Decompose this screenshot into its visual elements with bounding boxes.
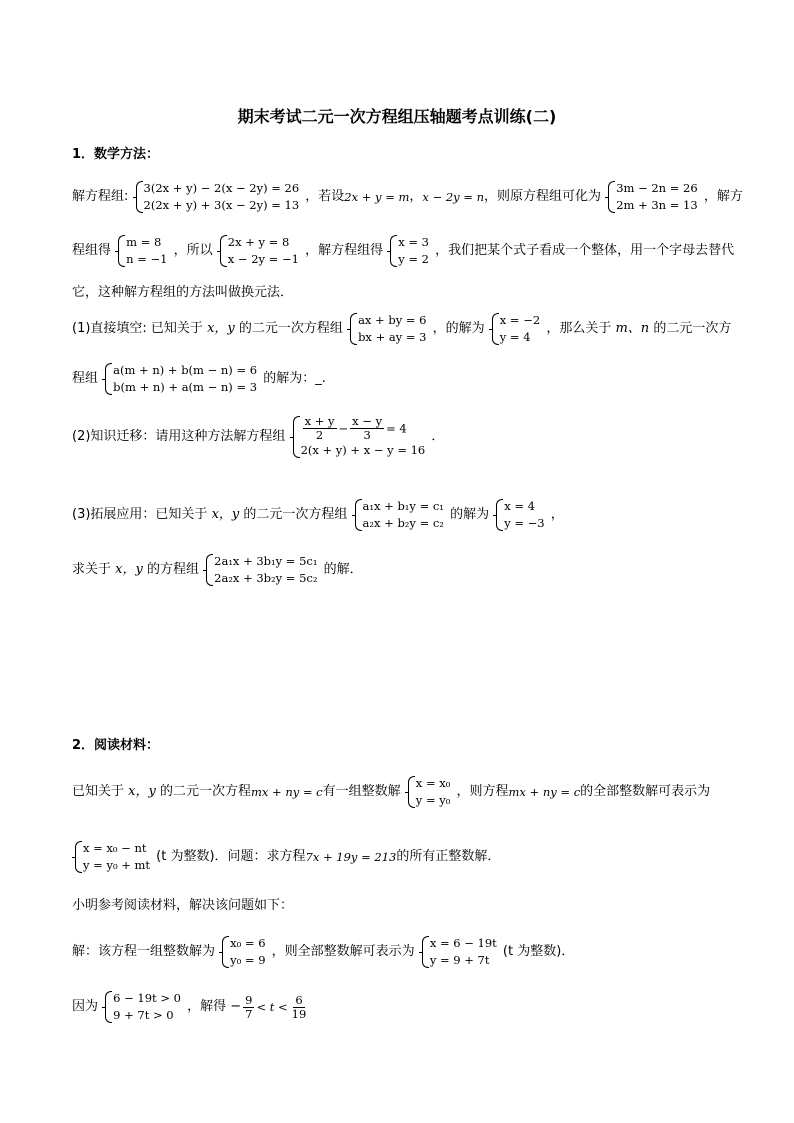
system-back-substitution: 2x + y = 8 x − 2y = −1 bbox=[219, 234, 299, 268]
fraction-2: $\frac{x - y}{3}$ bbox=[352, 414, 383, 442]
system-substituted: 3m − 2n = 26 2m + 3n = 13 bbox=[607, 180, 697, 214]
system-original: 3(2x + y) − 2(x − 2y) = 26 2(2x + y) + 3(x − 2y) = 13 bbox=[135, 180, 300, 214]
system-part3-target: 2a₁x + 3b₁y = 5c₁ 2a₂x + 3b₂y = 5c₂ bbox=[205, 553, 317, 587]
q2-line4: 解：该方程一组整数解为 x₀ = 6 y₀ = 9 ，则全部整数解可表示为 x = 6 − 19t y = 9 + 7t (t 为整数)． bbox=[72, 936, 575, 967]
q2-heading: 2．阅读材料： bbox=[72, 738, 160, 753]
q1-line3: 它，这种解方程组的方法叫做换元法． bbox=[72, 285, 294, 300]
fraction-6-19: $\frac{6}{19}$ bbox=[291, 992, 307, 1021]
q1-part1-line1: (1)直接填空: 已知关于 x，y 的二元一次方程组 ax + by = 6 bx + ay = 3 ，的解为 x = −2 y = 4 ，那么关于 m、n 的二元一次方 bbox=[72, 313, 732, 344]
q1-part3-line1: (3)拓展应用：已知关于 x，y 的二元一次方程组 a₁x + b₁y = c₁ a₂x + b₂y = c₂ 的解为 x = 4 y = −3 ， bbox=[72, 499, 564, 530]
system-part1-given: ax + by = 6 bx + ay = 3 bbox=[349, 312, 426, 346]
system-inequalities: 6 − 19t > 0 9 + 7t > 0 bbox=[104, 990, 181, 1024]
q2-line1: 已知关于 x，y 的二元一次方程mx + ny = c有一组整数解 x = x₀ y = y₀ ，则方程mx + ny = c的全部整数解可表示为 bbox=[72, 776, 711, 807]
fraction-neg-9-7: $\frac{9}{7}$ bbox=[245, 992, 253, 1021]
q1-heading: 1．数学方法： bbox=[72, 147, 160, 162]
page-title: 期末考试二元一次方程组压轴题考点训练(二) bbox=[237, 107, 557, 126]
q2-line3: 小明参考阅读材料，解决该问题如下： bbox=[72, 898, 294, 913]
system-xy-solution: x = 3 y = 2 bbox=[389, 234, 429, 268]
system-part1-mn: a(m + n) + b(m − n) = 6 b(m + n) + a(m − n) = 3 bbox=[104, 362, 257, 396]
q1-line1: 解方程组: 3(2x + y) − 2(x − 2y) = 26 2(2x + y) + 3(x − 2y) = 13 ，若设2x + y = m，x − 2y = n，则原方程组可化为 3m − 2n = 26 2m + 3n = 13 ，解方 bbox=[72, 181, 743, 212]
system-mn-solution: m = 8 n = −1 bbox=[117, 234, 167, 268]
system-particular-solution: x₀ = 6 y₀ = 9 bbox=[221, 935, 265, 969]
q2-line2: x = x₀ − nt y = y₀ + mt (t 为整数)．问题：求方程7x + 19y = 213的所有正整数解． bbox=[72, 840, 500, 874]
system-general-solution: x = x₀ − nt y = y₀ + mt bbox=[74, 840, 150, 874]
q1-line2: 程组得 m = 8 n = −1 ，所以 2x + y = 8 x − 2y = −1 ，解方程组得 x = 3 y = 2 ，我们把某个式子看成一个整体，用一个字母去替代 bbox=[72, 235, 735, 266]
system-part1-solution: x = −2 y = 4 bbox=[491, 312, 540, 346]
q1-part1-line2: 程组 a(m + n) + b(m − n) = 6 b(m + n) + a(m − n) = 3 的解为：_. bbox=[72, 363, 326, 394]
fraction-1: $\frac{x + y}{2}$ bbox=[304, 414, 335, 442]
system-part3-solution: x = 4 y = −3 bbox=[495, 498, 544, 532]
q1-part2: (2)知识迁移：请用这种方法解方程组 $\frac{x + y}{2}$ − $\frac{x - y}{3}$ = 4 2(x + y) + x − y = 16 ． bbox=[72, 414, 445, 457]
system-all-solutions: x = 6 − 19t y = 9 + 7t bbox=[421, 935, 497, 969]
q2-line5: 因为 6 − 19t > 0 9 + 7t > 0 ，解得 − $\frac{9}{7}$ < t < $\frac{6}{19}$ bbox=[72, 991, 307, 1022]
system-part3-given: a₁x + b₁y = c₁ a₂x + b₂y = c₂ bbox=[354, 498, 444, 532]
system-part2: $\frac{x + y}{2}$ − $\frac{x - y}{3}$ = 4 2(x + y) + x − y = 16 bbox=[292, 415, 426, 459]
system-integer-solution: x = x₀ y = y₀ bbox=[407, 775, 451, 809]
q1-part3-line2: 求关于 x，y 的方程组 2a₁x + 3b₁y = 5c₁ 2a₂x + 3b₂y = 5c₂ 的解． bbox=[72, 554, 363, 585]
